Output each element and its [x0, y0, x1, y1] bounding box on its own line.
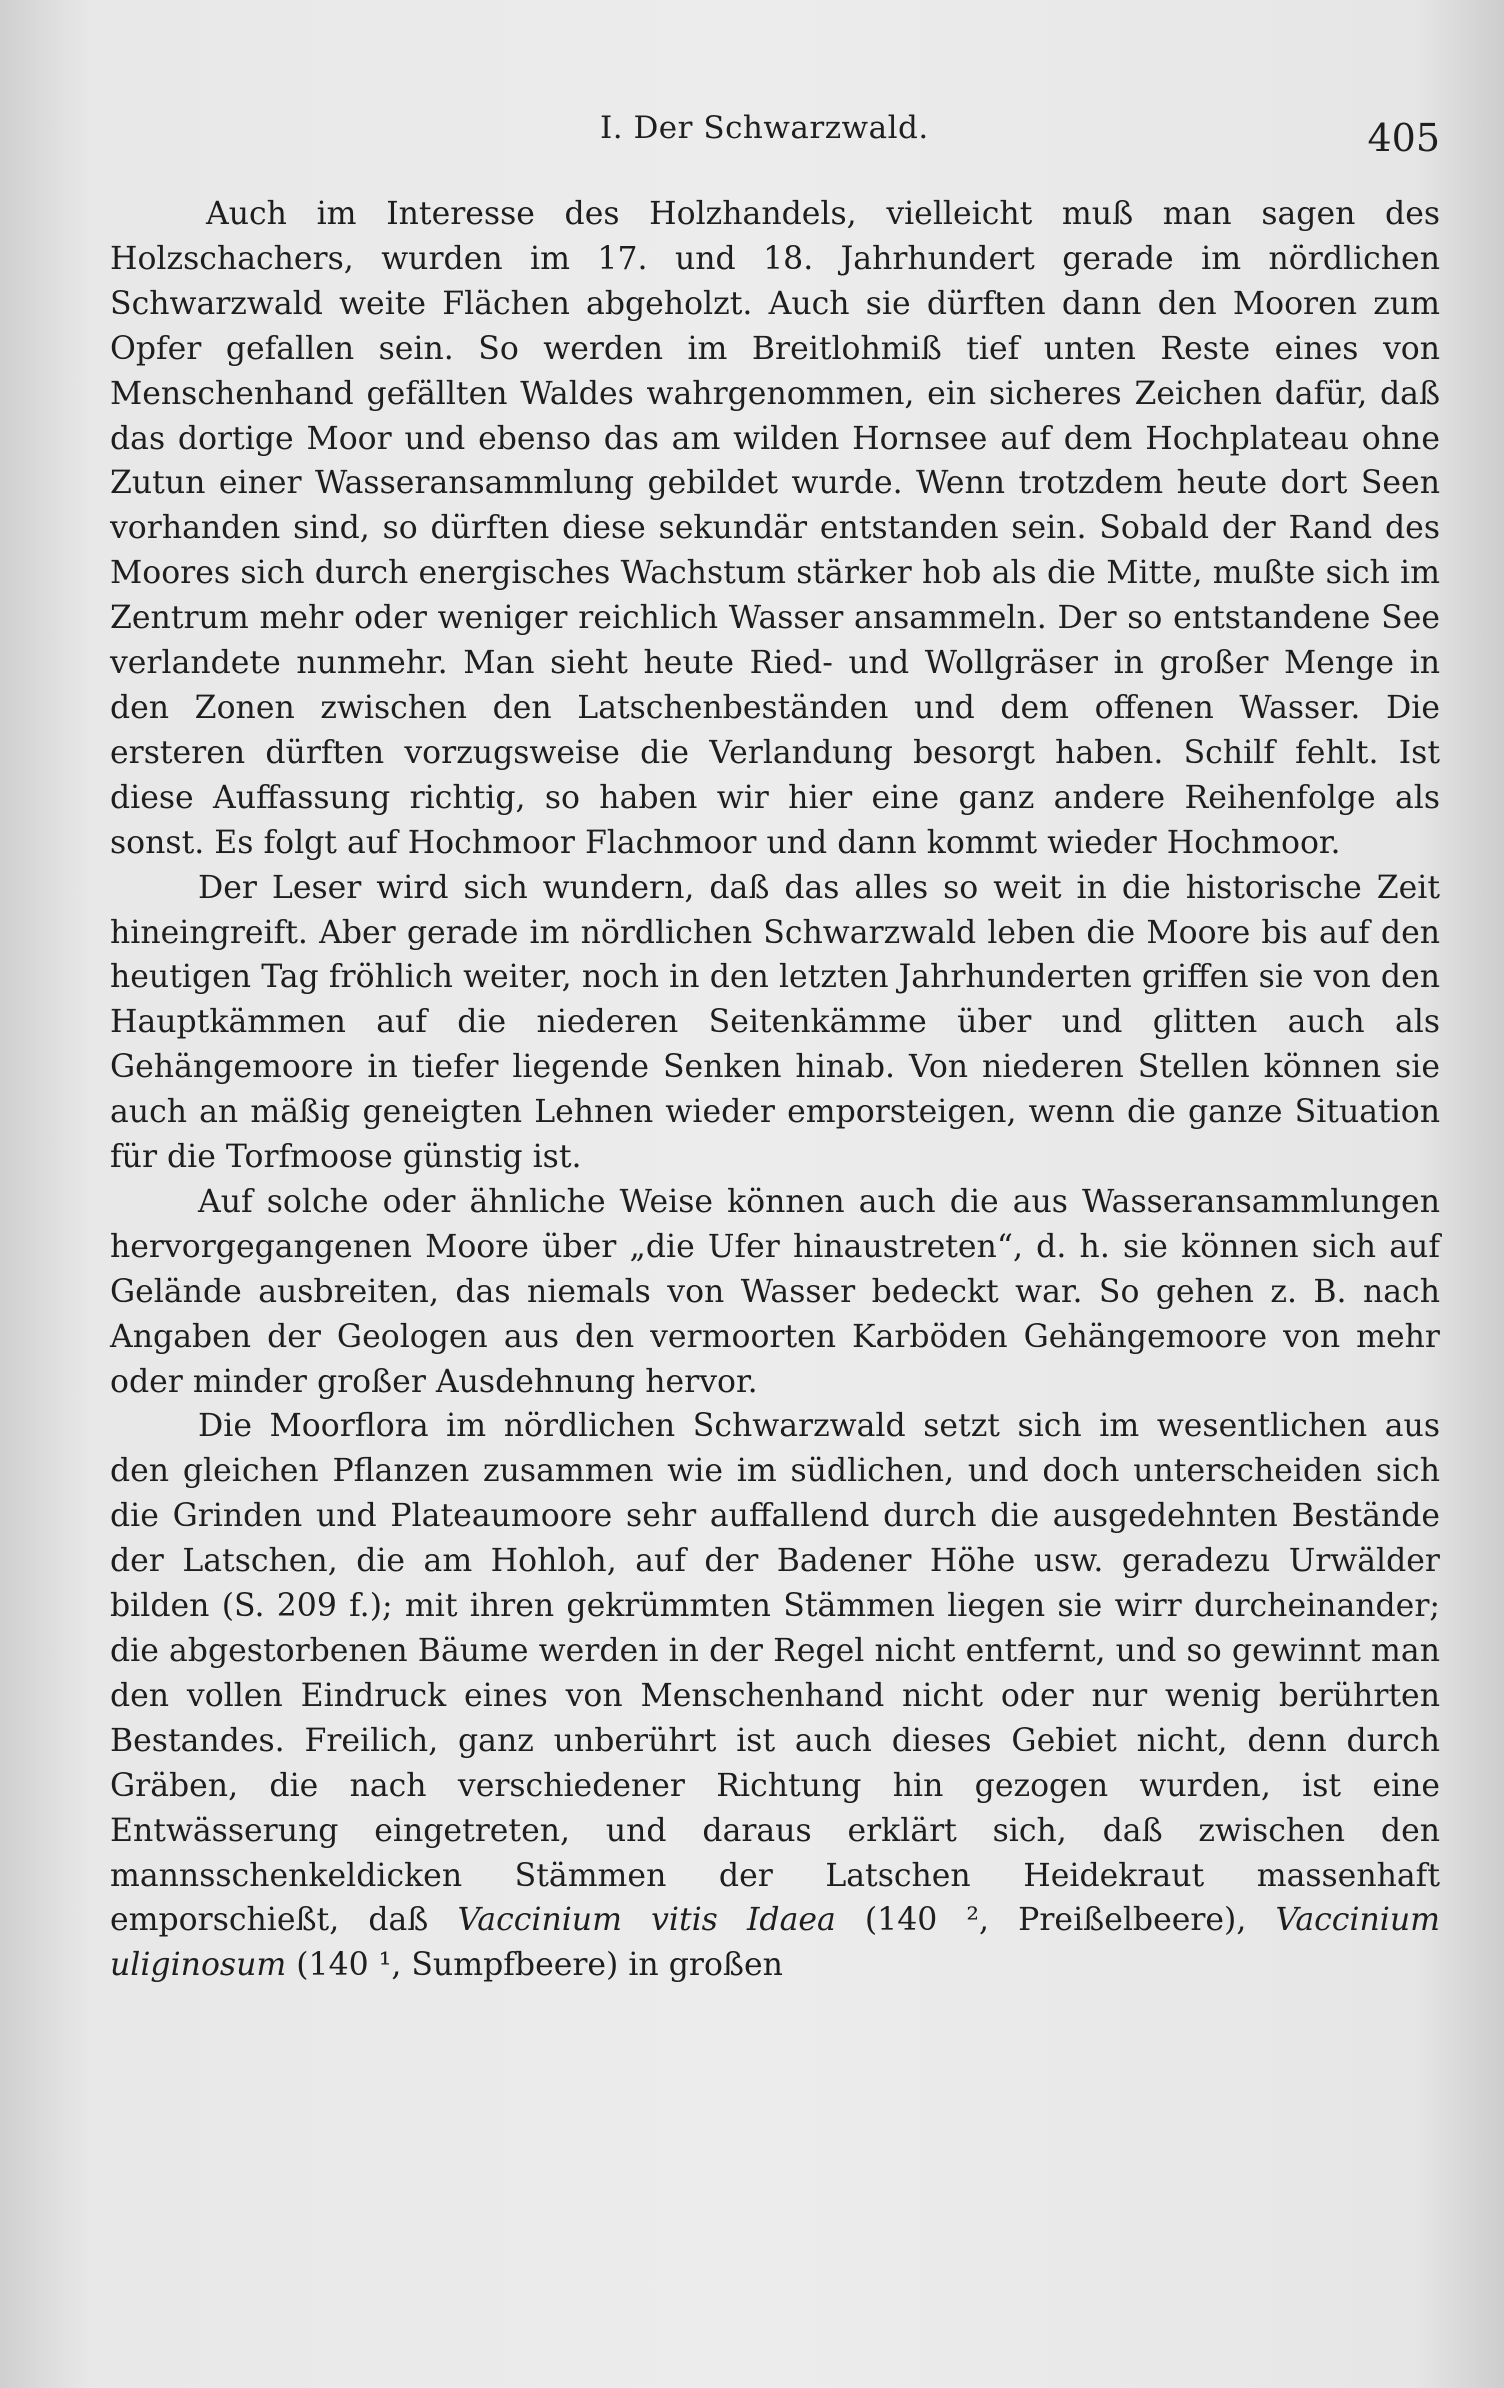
paragraph-4-text: Die Moorflora im nördlichen Schwarzwald setzt sich im wesentlichen aus den gleichen Pflanzen zusammen wie im südlichen, und doch unterscheiden sich die Grinden und Plateaumoore sehr auffallend durch die ausgedehnten Bestände der Latschen, die am Hohloh, auf der Badener Höhe usw. geradezu Urwälder bilden (S. 209 f.); mit ihren gekrümmten Stämmen liegen sie wirr durcheinander; die abgestorbenen Bäume werden in der Regel nicht entfernt, und so gewinnt man den vollen Eindruck eines von Menschenhand nicht oder nur wenig berührten Bestandes. Freilich, ganz unberührt ist auch dieses Gebiet nicht, denn durch Gräben, die nach verschiedener Richtung hin gezogen wurden, ist eine Entwässerung eingetreten, und daraus erklärt sich, daß zwischen den mannsschenkeldicken Stämmen der Latschen Heidekraut massenhaft emporschießt, daß	[110, 1408, 1440, 1939]
species-name-vaccinium-vitis-idaea: Vaccinium vitis Idaea	[457, 1902, 836, 1939]
paragraph-2: Der Leser wird sich wundern, daß das alles so weit in die historische Zeit hineingreift. Aber gerade im nördlichen Schwarzwald leben die Moore bis auf den heutigen Tag fröhlich weiter, noch in den letzten Jahrhunderten griffen sie von den Hauptkämmen auf die niederen Seitenkämme über und glitten auch als Gehängemoore in tiefer liegende Senken hinab. Von niederen Stellen können sie auch an mäßig geneigten Lehnen wieder emporsteigen, wenn die ganze Situation für die Torfmoose günstig ist.	[110, 869, 1440, 1176]
page-header	[110, 102, 1440, 162]
species-name-vaccinium-uliginosum: Vaccinium uliginosum	[110, 1902, 1440, 1984]
body-text	[110, 192, 1440, 1988]
running-head: I. Der Schwarzwald.	[600, 110, 929, 146]
paragraph-4	[110, 1404, 1440, 1988]
paragraph-1: Auch im Interesse des Holzhandels, vielleicht muß man sagen des Holzschachers, wurden im 17. und 18. Jahrhundert gerade im nördlichen Schwarzwald weite Flächen abgeholzt. Auch sie dürften dann den Mooren zum Opfer gefallen sein. So werden im Breitlohmiß tief unten Reste eines von Menschenhand gefällten Waldes wahrgenommen, ein sicheres Zeichen dafür, daß das dortige Moor und ebenso das am wilden Hornsee auf dem Hochplateau ohne Zutun einer Wasseransammlung gebildet wurde. Wenn trotzdem heute dort Seen vorhanden sind, so dürften diese sekundär entstanden sein. Sobald der Rand des Moores sich durch energisches Wachstum stärker hob als die Mitte, mußte sich im Zentrum mehr oder weniger reichlich Wasser ansammeln. Der so entstandene See verlandete nunmehr. Man sieht heute Ried- und Wollgräser in großer Menge in den Zonen zwischen den Latschenbeständen und dem offenen Wasser. Die ersteren dürften vorzugsweise die Verlandung besorgt haben. Schilf fehlt. Ist diese Auffassung richtig, so haben wir hier eine ganz andere Reihenfolge als sonst. Es folgt auf Hochmoor Flachmoor und dann kommt wieder Hochmoor.	[110, 196, 1440, 861]
paragraph-4-text-mid: (140 ², Preißelbeere),	[835, 1902, 1276, 1939]
paragraph-3: Auf solche oder ähnliche Weise können auch die aus Wasseransammlungen hervorgegangenen Moore über „die Ufer hinaustreten“, d. h. sie können sich auf Gelände ausbreiten, das niemals von Wasser bedeckt war. So gehen z. B. nach Angaben der Geologen aus den vermoorten Karböden Gehängemoore von mehr oder minder großer Ausdehnung hervor.	[110, 1183, 1440, 1400]
paragraph-4-text-end: (140 ¹, Sumpfbeere) in großen	[286, 1947, 783, 1984]
page-number: 405	[1367, 116, 1440, 160]
